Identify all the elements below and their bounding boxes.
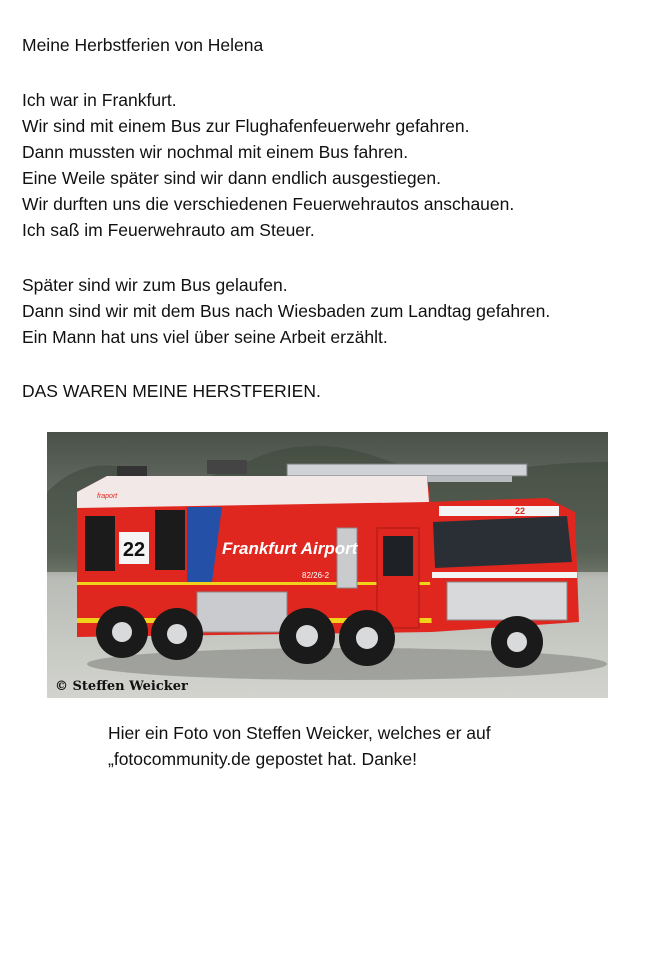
text-line: Wir sind mit einem Bus zur Flughafenfeuerwehr gefahren. (22, 116, 470, 136)
text-line: Ich war in Frankfurt. (22, 90, 177, 110)
truck-number: 22 (122, 539, 146, 561)
fire-truck-photo (47, 432, 608, 698)
caption-line: Hier ein Foto von Steffen Weicker, welches er auf (108, 723, 491, 743)
truck-lettering: Frankfurt Airport (222, 539, 358, 558)
photo-credit: © Steffen Weicker (55, 679, 188, 694)
brand-logo: fraport (97, 493, 118, 500)
cab-number: 22 (515, 506, 526, 516)
text-line: Dann mussten wir nochmal mit einem Bus fahren. (22, 142, 409, 162)
text-line: Eine Weile später sind wir dann endlich ausgestiegen. (22, 168, 441, 188)
fire-truck-illustration (47, 432, 608, 698)
truck-code: 82/26-2 (302, 571, 330, 580)
text-line: Ein Mann hat uns viel über seine Arbeit erzählt. (22, 327, 388, 347)
document-title: Meine Herbstferien von Helena (22, 35, 264, 55)
text-line: Wir durften uns die verschiedenen Feuerwehrautos anschauen. (22, 194, 515, 214)
closing-line: DAS WAREN MEINE HERSTFERIEN. (22, 381, 321, 401)
text-line: Ich saß im Feuerwehrauto am Steuer. (22, 220, 315, 240)
text-line: Dann sind wir mit dem Bus nach Wiesbaden zum Landtag gefahren. (22, 301, 551, 321)
caption-line: „fotocommunity.de gepostet hat. Danke! (108, 749, 418, 769)
text-line: Später sind wir zum Bus gelaufen. (22, 275, 288, 295)
